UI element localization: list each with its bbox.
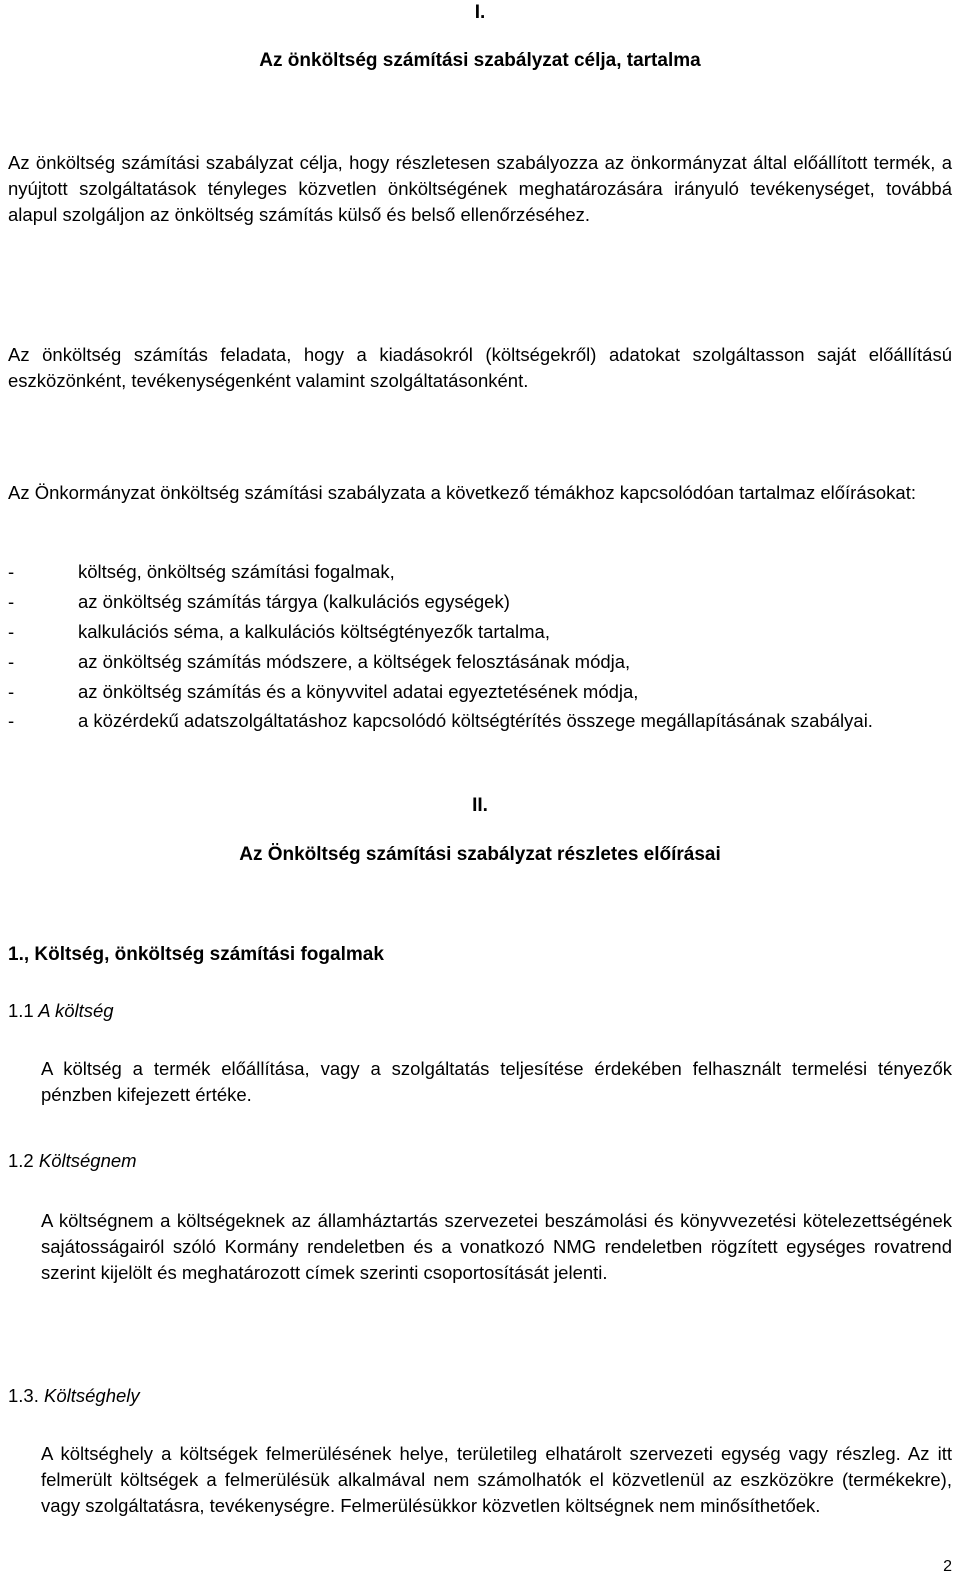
- subsection-title: Költségnem: [38, 1150, 137, 1171]
- subsection-number: 1.1: [8, 1000, 34, 1021]
- paragraph-text: Az önköltség számítás feladata, hogy a kiadásokról (költségekről) adatokat szolgáltasson saját előállítású eszközönként, tevékenységenként valamint szolgáltatásonként.: [8, 344, 952, 391]
- subsection-1-3-heading: [8, 1385, 952, 1407]
- subsection-title: Költséghely: [44, 1385, 140, 1406]
- subsection-number: 1.3.: [8, 1385, 39, 1406]
- list-item: - a közérdekű adatszolgáltatáshoz kapcsolódó költségtérítés összege megállapításának szabályai.: [8, 707, 952, 735]
- dash-bullet: -: [8, 651, 15, 672]
- dash-bullet: -: [8, 710, 15, 731]
- dash-bullet: -: [8, 591, 15, 612]
- subsection-1-1-heading: [8, 1000, 952, 1022]
- list-item: - költség, önköltség számítási fogalmak,: [8, 557, 952, 587]
- paragraph-text: A költségnem a költségeknek az államháztartás szervezetei beszámolási és könyvvezetési kötelezettségének sajátosságairól szóló Kormány rendeletben és a vonatkozó NMG rendeletben rögzített egységes rovatrend szerint kijelölt és meghatározott címek szerinti csoportosítását jelenti.: [41, 1210, 952, 1283]
- chapter-1-paragraph-2: [8, 342, 952, 394]
- chapter-1-paragraph-3: [8, 480, 952, 506]
- subsection-1-3-text: [8, 1441, 952, 1519]
- paragraph-text: A költséghely a költségek felmerülésének helye, területileg elhatárolt szervezeti egység vagy részleg. Az itt felmerült költségek a felmerülésük alkalmával nem számolhatók el közvetlenül az eszközökre (termékekre), vagy szolgáltatásra, tevékenységre. Felmerülésükkor közvetlen költségnek nem minősíthetőek.: [41, 1443, 952, 1516]
- subsection-1-1-text: [8, 1056, 952, 1108]
- page-number: 2: [943, 1558, 952, 1575]
- list-item: - az önköltség számítás módszere, a költségek felosztásának módja,: [8, 647, 952, 677]
- paragraph-text: Az Önkormányzat önköltség számítási szabályzata a következő témákhoz kapcsolódóan tartalmaz előírásokat:: [8, 482, 916, 503]
- dash-bullet: -: [8, 561, 15, 582]
- chapter-1-paragraph-1: [8, 150, 952, 228]
- dash-bullet: -: [8, 621, 15, 642]
- chapter-1-numeral: I.: [474, 2, 486, 23]
- chapter-2-title: Az Önköltség számítási szabályzat részletes előírásai: [239, 844, 721, 865]
- list-item: - az önköltség számítás tárgya (kalkulációs egységek): [8, 587, 952, 617]
- section-1-title: 1., Költség, önköltség számítási fogalmak: [8, 944, 384, 965]
- subsection-1-2-text: [8, 1208, 952, 1286]
- dash-bullet: -: [8, 681, 15, 702]
- list-item: - kalkulációs séma, a kalkulációs költségtényezők tartalma,: [8, 617, 952, 647]
- topics-list: [8, 557, 952, 735]
- chapter-1-title: Az önköltség számítási szabályzat célja, tartalma: [259, 50, 701, 71]
- subsection-number: 1.2: [8, 1150, 34, 1171]
- chapter-2-numeral: II.: [472, 795, 488, 816]
- paragraph-text: A költség a termék előállítása, vagy a szolgáltatás teljesítése érdekében felhasznált termelési tényezők pénzben kifejezett értéke.: [41, 1058, 952, 1105]
- subsection-title: A költség: [38, 1000, 114, 1021]
- subsection-1-2-heading: [8, 1150, 952, 1172]
- paragraph-text: Az önköltség számítási szabályzat célja, hogy részletesen szabályozza az önkormányzat által előállított termék, a nyújtott szolgáltatások tényleges közvetlen önköltségének meghatározására irányuló tevékenységet, továbbá alapul szolgáljon az önköltség számítás külső és belső ellenőrzéséhez.: [8, 152, 952, 225]
- list-item: - az önköltség számítás és a könyvvitel adatai egyeztetésének módja,: [8, 677, 952, 707]
